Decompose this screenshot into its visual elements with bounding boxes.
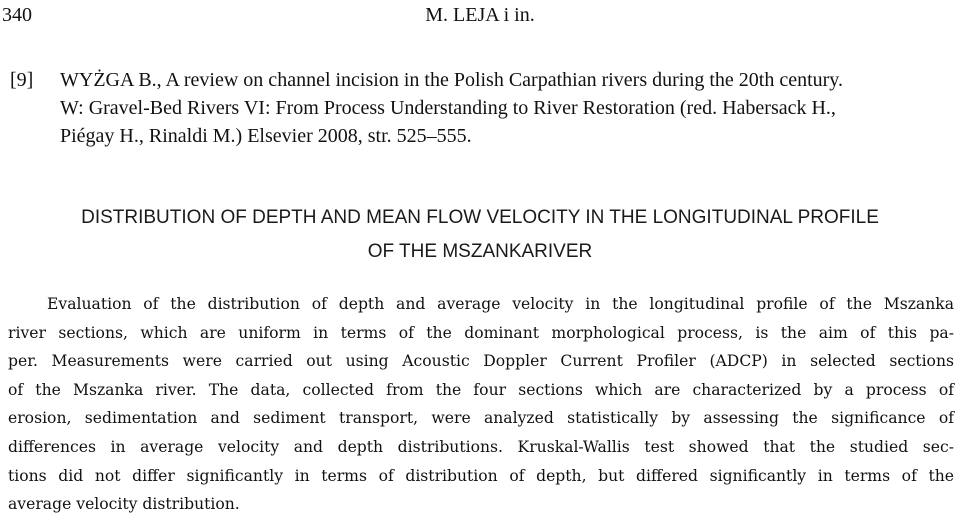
page-header (0, 0, 960, 40)
abstract-line: tions did not differ significantly in terms of distribution of depth, but differed significantly in terms of the (8, 466, 954, 485)
reference-line (10, 66, 950, 94)
abstract-line: average velocity distribution. (8, 495, 240, 514)
reference-line: Piégay H., Rinaldi M.) Elsevier 2008, str. 525–555. (60, 125, 472, 147)
reference-entry (10, 66, 950, 150)
abstract-line: erosion, sedimentation and sediment transport, were analyzed statistically by assessing the significance of (8, 409, 954, 428)
abstract-line: differences in average velocity and depth distributions. Kruskal-Wallis test showed that the studied sec- (8, 437, 954, 456)
running-title: M. LEJA i in. (425, 4, 535, 26)
reference-line: W: Gravel-Bed Rivers VI: From Process Understanding to River Restoration (red. Habersack H., (60, 97, 836, 119)
abstract (8, 290, 954, 519)
page-number: 340 (2, 4, 32, 26)
reference-number: [9] (10, 69, 34, 91)
abstract-line: river sections, which are uniform in terms of the dominant morphological process, is the aim of this pa- (8, 323, 954, 342)
abstract-line: of the Mszanka river. The data, collected from the four sections which are characterized by a process of (8, 380, 954, 399)
article-title (0, 201, 960, 269)
title-line: DISTRIBUTION OF DEPTH AND MEAN FLOW VELOCITY IN THE LONGITUDINAL PROFILE (81, 207, 879, 228)
abstract-line: Evaluation of the distribution of depth and average velocity in the longitudinal profile of the Mszanka (47, 295, 954, 313)
reference-text: WYŻGA B., A review on channel incision in the Polish Carpathian rivers during the 20th century. (60, 69, 843, 91)
title-line: OF THE MSZANKARIVER (367, 241, 593, 262)
abstract-line: per. Measurements were carried out using Acoustic Doppler Current Profiler (ADCP) in selected sections (8, 352, 954, 371)
